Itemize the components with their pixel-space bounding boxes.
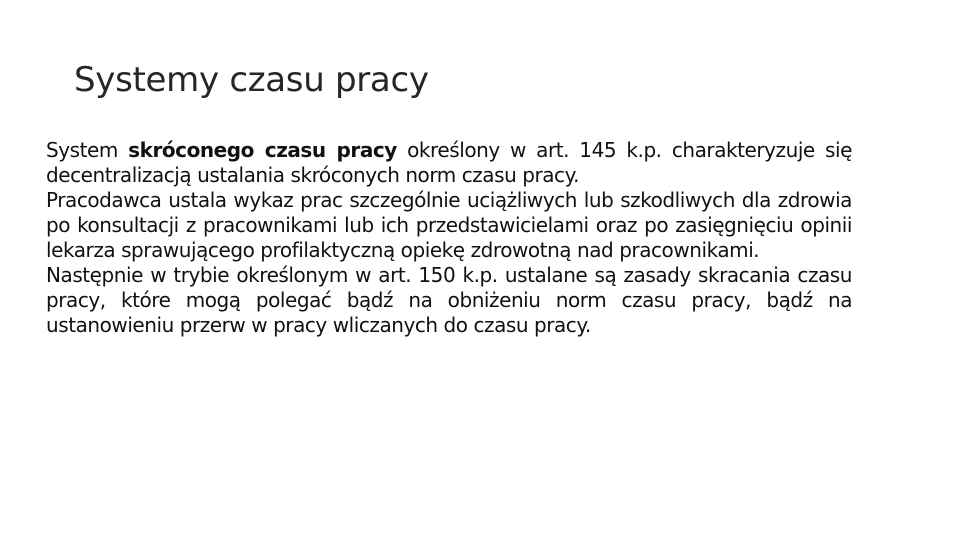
paragraph-1-prefix: System <box>46 138 129 162</box>
paragraph-shortened-working-time <box>46 138 852 188</box>
paragraph-1-suffix: określony w art. 145 k.p. charakteryzuje się decentralizacją ustalania skróconych norm czasu pracy. <box>46 138 852 187</box>
paragraph-employer-list: Pracodawca ustala wykaz prac szczególnie uciążliwych lub szkodliwych dla zdrowia po konsultacji z pracownikami lub ich przedstawicielami oraz po zasięgnięciu opinii lekarza sprawującego profilaktyczną opiekę zdrowotną nad pracownikami. <box>46 188 852 262</box>
paragraph-1-bold-term: skróconego czasu pracy <box>128 138 397 162</box>
paragraph-art-150-rules: Następnie w trybie określonym w art. 150 k.p. ustalane są zasady skracania czasu pracy, które mogą polegać bądź na obniżeniu norm czasu pracy, bądź na ustanowieniu przerw w pracy wliczanych do czasu pracy. <box>46 263 852 337</box>
slide-title: Systemy czasu pracy <box>74 60 429 100</box>
slide-body <box>46 138 852 338</box>
